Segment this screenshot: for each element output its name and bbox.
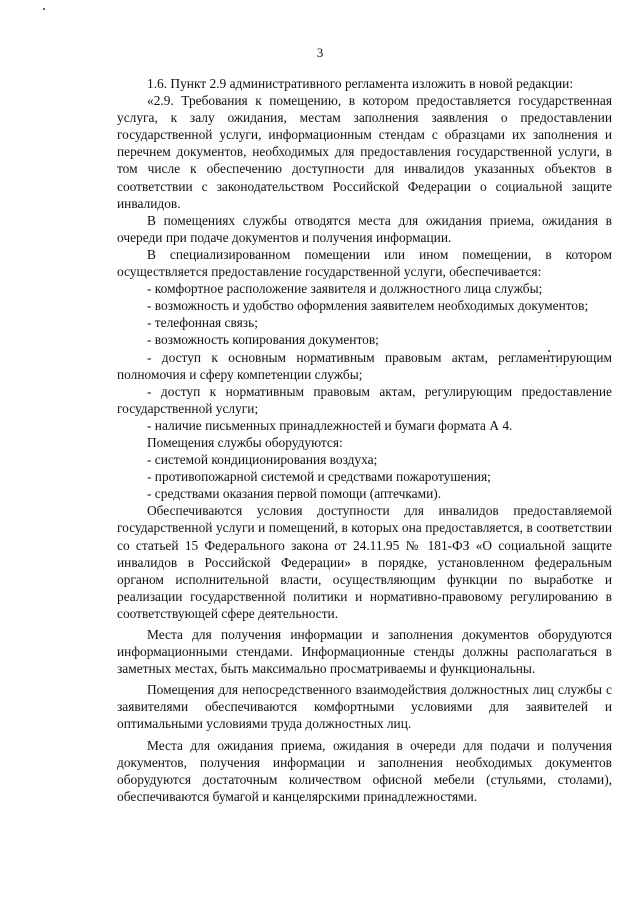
list-item: - доступ к основным нормативным правовым актам, регламентирующим полномочия и сферу компетенции службы; [117,349,612,382]
paragraph-accessibility: Обеспечиваются условия доступности для инвалидов предоставляемой государственной услуги и помещений, в которых она предоставляется, в соответствии со статьей 15 Федерального закона от 24.11.95 № 181-ФЗ «О социальной защите инвалидов в Российской Федерации» в порядке, установленном федеральным органом исполнительной власти, осуществляющим функции по выработке и реализации государственной политики и нормативно-правовому регулированию в соответствующей сфере деятельности. [117,503,612,621]
document-body [117,75,612,805]
scan-speck [43,8,45,10]
paragraph-info-stands: Места для получения информации и заполнения документов оборудуются информационными стендами. Информационные стенды должны располагаться в заметных местах, быть максимально просматриваемы и функциональны. [117,627,612,677]
page-number: 3 [316,45,324,60]
paragraph-waiting-places: В помещениях службы отводятся места для ожидания приема, ожидания в очереди при подаче документов и получения информации. [117,212,612,245]
list-item: - наличие письменных принадлежностей и бумаги формата А 4. [147,417,513,433]
list-item: - системой кондиционирования воздуха; [147,452,378,468]
paragraph-amendment-intro: 1.6. Пункт 2.9 административного регламента изложить в новой редакции: [147,76,574,91]
paragraph-waiting-furniture: Места для ожидания приема, ожидания в очереди для подачи и получения документов, получения информации и заполнения необходимых документов оборудуются достаточным количеством офисной мебели (стульями, столами), обеспечиваются бумагой и канцелярскими принадлежностями. [117,737,612,804]
paragraph-interaction-rooms: Помещения для непосредственного взаимодействия должностных лиц службы с заявителями обеспечиваются комфортными условиями для заявителей и оптимальными условиями труда должностных лиц. [117,682,612,732]
list-item: - доступ к нормативным правовым актам, регулирующим предоставление государственной услуги; [117,383,612,416]
paragraph-provided-list-intro: В специализированном помещении или ином помещении, в котором осуществляется предоставление государственной услуги, обеспечивается: [117,246,612,280]
list-item: - средствами оказания первой помощи (аптечками). [147,486,442,502]
list-item: - возможность копирования документов; [147,332,379,348]
paragraph-equipment-intro: Помещения службы оборудуются: [147,434,343,450]
list-item: - телефонная связь; [147,315,258,331]
list-item: - комфортное расположение заявителя и должностного лица службы; [147,281,543,297]
paragraph-requirements: «2.9. Требования к помещению, в котором предоставляется государственная услуга, к залу ожидания, местам заполнения заявления о предоставлении государственной услуги, информационным стендам с образцами их заполнения и перечнем документов, необходимых для предоставления государственной услуги, в том числе к обеспечению доступности для инвалидов указанных объектов в соответствии с законодательством Российской Федерации о социальной защите инвалидов. [117,93,612,211]
list-item: - возможность и удобство оформления заявителем необходимых документов; [147,298,589,314]
list-item: - противопожарной системой и средствами пожаротушения; [147,469,491,485]
